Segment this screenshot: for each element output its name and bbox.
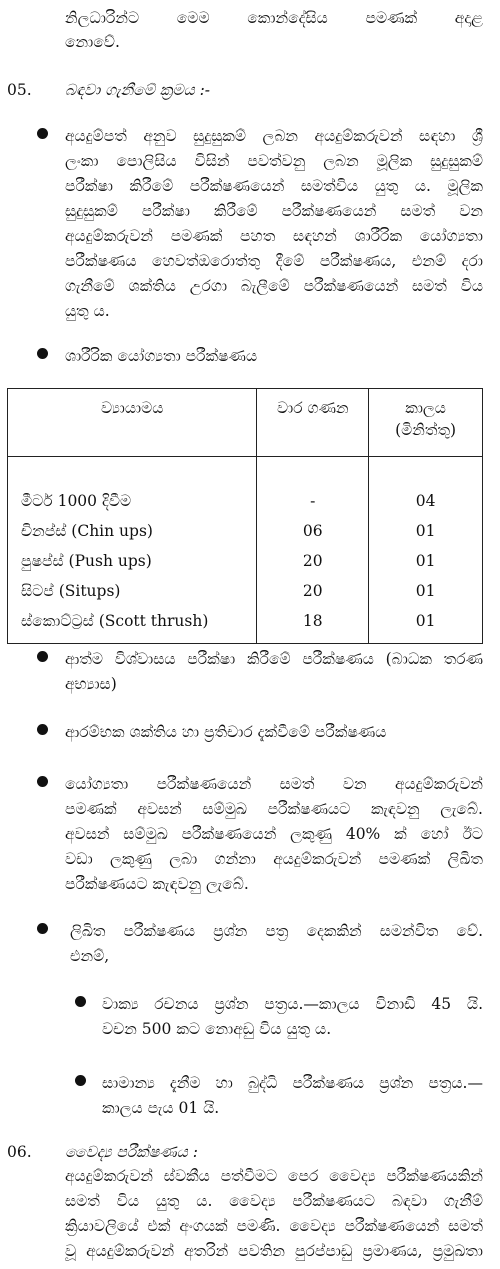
exercise-column	[8, 457, 257, 644]
time-situps: 01	[415, 582, 436, 600]
bullet-5-line-2: පමණක් අවසන් සම්මුඛ පරීක්ෂණයට කැඳවනු ලැබේ.	[65, 800, 483, 818]
section-6-line-1: අයදුම්කරුවන් ස්වකීය පත්වීමට පෙර වෛද්‍ය පරීක්ෂණයකින්	[65, 1167, 483, 1185]
time-1000m-run: 04	[415, 492, 436, 510]
bullet-dot	[37, 651, 48, 662]
reps-push-ups: 20	[302, 552, 323, 570]
header-time-line-1: කාලය	[405, 399, 446, 417]
reps-situps: 20	[302, 582, 323, 600]
sub-bullet-1-line-1: වාක්‍ය රචනය ප්‍රශ්න පත්‍රය.—කාලය විනාඩි 45 යි.	[102, 995, 483, 1013]
bullet-1-line-3: පරීක්ෂා කිරීමේ පරීක්ෂණයෙන් සමත්විය යුතු ය. මූලික	[65, 177, 483, 195]
bullet-1-line-2: ලංකා පොලිසිය විසින් පවත්වනු ලබන මූලික සුදුසුකම්	[65, 152, 483, 170]
sub-bullet-dot	[75, 1075, 86, 1086]
section-5-number: 05.	[7, 81, 32, 99]
bullet-1-line-6: පරීක්ෂණය හෙවත්ඔරොත්තු දීමේ පරීක්ෂණය, එනම් දරා	[65, 252, 483, 270]
header-exercise: ව්‍යායාමය	[8, 389, 257, 457]
intro-line-2: නොවේ.	[65, 33, 120, 51]
sub-bullet-2-line-2: කාලය පැය 01 යි.	[102, 1099, 220, 1117]
time-scott-thrush: 01	[415, 612, 436, 630]
exercise-situps: සිටප් (Situps)	[21, 582, 121, 600]
bullet-dot	[37, 348, 48, 359]
time-chin-ups: 01	[415, 522, 436, 540]
bullet-5-line-5: පරීක්ෂණයට කැඳවනු ලැබේ.	[65, 875, 249, 893]
intro-line-1: නිලධාරින්ට මෙම කොන්දේසිය පමණක් අදාළ	[65, 9, 483, 27]
reps-1000m-run: -	[310, 492, 316, 510]
bullet-5-line-1: යෝග්‍යතා පරීක්ෂණයෙන් සමත් වන අයදුම්කරුවන්	[65, 775, 483, 793]
bullet-2-text: ශාරීරික යෝග්‍යතා පරීක්ෂණය	[65, 347, 258, 365]
section-6-title: වෛද්‍ය පරීක්ෂණය :	[65, 1143, 198, 1161]
header-time	[369, 389, 483, 457]
reps-chin-ups: 06	[302, 522, 323, 540]
bullet-1-line-7: ගැනීමේ ශක්තිය උරගා බැලීමේ පරීක්ෂණයෙන් සමත් විය	[65, 277, 483, 295]
bullet-dot	[37, 923, 48, 934]
sub-bullet-1-line-2: වචන 500 කට නොඅඩු විය යුතු ය.	[102, 1020, 332, 1038]
section-5-title: බඳවා ගැනීමේ ක්‍රමය :-	[65, 81, 211, 99]
sub-bullet-dot	[75, 996, 86, 1007]
bullet-3-line-1: ආත්ම විශ්වාසය පරීක්ෂා කිරීමේ පරීක්ෂණය (බාධක තරණ	[65, 650, 483, 668]
header-time-line-2: (මිනිත්තු)	[395, 421, 457, 439]
section-6-line-3: ක්‍රියාවලියේ එක් අංගයක් පමණි. වෛද්‍ය පරීක්ෂණයෙන් සමත්	[65, 1217, 483, 1235]
time-column	[369, 457, 483, 644]
exercise-push-ups: පුෂප්ස් (Push ups)	[21, 552, 152, 570]
bullet-5-line-3: අවසන් සම්මුඛ පරීක්ෂණයෙන් ලකුණු 40% ක් හෝ ඊට	[65, 825, 483, 843]
bullet-1-line-1: අයදුම්පත් අනුව සුදුසුකම් ලබන අයදුම්කරුවන් සඳහා ශ්‍රී	[65, 127, 483, 145]
fitness-test-table	[7, 388, 483, 644]
header-reps: වාර ගණන	[257, 389, 369, 457]
exercise-1000m-run: මීටර් 1000 දිවීම	[21, 492, 132, 510]
reps-scott-thrush: 18	[302, 612, 323, 630]
bullet-6-line-1: ලිඛිත පරීක්ෂණය ප්‍රශ්න පත්‍ර දෙකකින් සමන්විත වේ.	[70, 922, 483, 940]
bullet-dot	[37, 776, 48, 787]
exercise-chin-ups: චිනප්ස් (Chin ups)	[21, 522, 153, 540]
bullet-4-text: ආරම්භක ශක්තිය හා ප්‍රතිචාර දැක්වීමේ පරීක්ෂණය	[65, 723, 387, 741]
section-6-number: 06.	[7, 1143, 32, 1161]
bullet-dot	[37, 128, 48, 139]
time-push-ups: 01	[415, 552, 436, 570]
sub-bullet-2-line-1: සාමාන්‍ය දැනීම හා බුද්ධි පරීක්ෂණය ප්‍රශ්න පත්‍රය.—	[102, 1074, 483, 1092]
bullet-5-line-4: වඩා ලකුණු ලබා ගන්නා අයදුම්කරුවන් පමණක් ලිඛිත	[65, 850, 483, 868]
exercise-scott-thrush: ස්කොට්ට්‍රස් (Scott thrush)	[21, 612, 209, 630]
bullet-1-line-4: සුදුසුකම් පරීක්ෂා කිරීමේ පරීක්ෂණයෙන් සමත් වන	[65, 202, 483, 220]
bullet-6-line-2: එනම්,	[70, 947, 110, 965]
bullet-1-line-5: අයදුම්කරුවන් පමණක් පහත සඳහන් ශාරීරික යෝග්‍යතා	[65, 227, 483, 245]
bullet-dot	[37, 724, 48, 735]
bullet-1-line-8: යුතු ය.	[65, 302, 110, 320]
bullet-3-line-2: අභ්‍යාස)	[65, 675, 117, 693]
section-6-line-4: වූ අයදුම්කරුවන් අතරින් පවතින පුරප්පාඩු ප්‍රමාණය, ප්‍රමුඛතා	[65, 1242, 483, 1260]
table-header-row	[8, 389, 483, 457]
reps-column	[257, 457, 369, 644]
section-6-line-2: සමත් විය යුතු ය. වෛද්‍ය පරීක්ෂණයට බඳවා ගැනීම්	[65, 1192, 483, 1210]
